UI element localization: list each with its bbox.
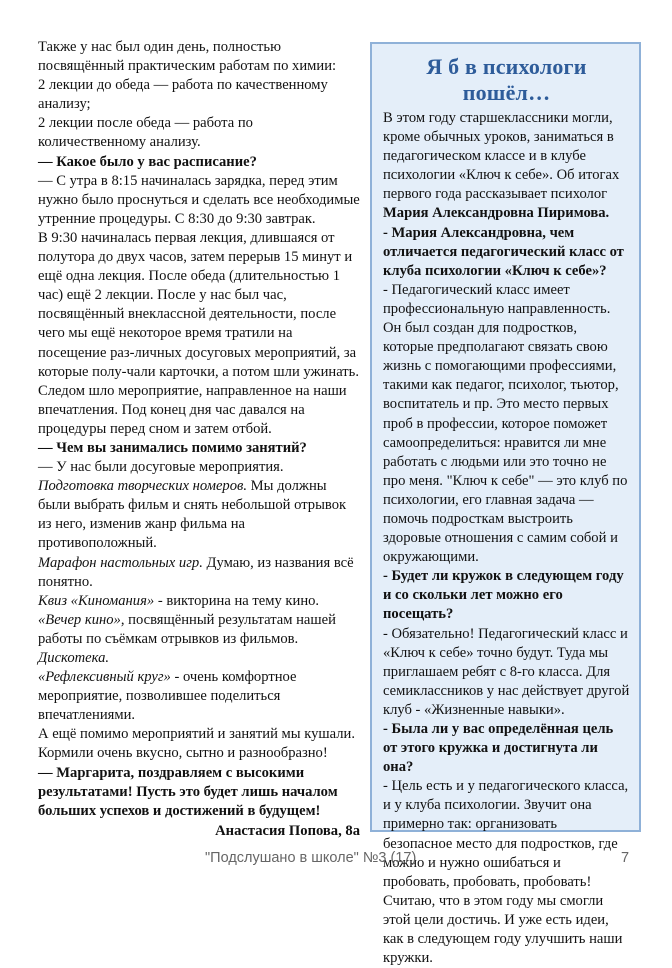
article-paragraph: — У нас были досуговые мероприятия. [38,459,284,476]
interview-question: — Чем вы занимались помимо занятий? [38,439,307,456]
sidebar-question: - Мария Александровна, чем отличается педагогический класс от клуба психологии «Ключ к себе»? [383,224,624,279]
activity-item [38,611,360,649]
activity-item [38,592,360,611]
activity-description: Мы должны были выбрать фильм и снять небольшой отрывок из него, изменив жанр фильма на противоположный. [38,478,347,552]
activity-name: Квиз «Киномания» [38,592,155,609]
page-footer [0,850,672,872]
activity-description: - викторина на тему кино. [154,592,320,609]
interview-article [38,38,360,841]
article-paragraph: 2 лекции до обеда — работа по качественному анализу; [38,77,328,113]
activity-name: Подготовка творческих номеров. [38,478,248,495]
closing-congratulation: — Маргарита, поздравляем с высокими результатами! Пусть это будет лишь началом больших успехов и достижений в будущем! [38,764,338,819]
article-paragraph: — С утра в 8:15 начиналась зарядка, перед этим нужно было проснуться и сделать все необходимые утренние процедуры. С 8:30 до 9:30 завтрак. [38,172,360,227]
activity-name: Марафон настольных игр. [38,554,203,571]
sidebar-answer: - Обязательно! Педагогический класс и «Ключ к себе» точно будут. Туда мы приглашаем ребят с 8-го класса. Для семиклассников у нас действует другой клуб - «Жизненные навыки». [383,625,630,718]
activity-item [38,554,360,592]
activity-item [38,668,360,725]
activity-name: «Вечер кино» [38,611,121,628]
sidebar-intro-name: Мария Александровна Пиримова. [383,205,610,222]
activity-name: Дискотека. [38,650,110,666]
sidebar-answer: - Цель есть и у педагогического класса, и у клуба психологии. Звучит она примерно так: организовать безопасное место для подростков, где можно и нужно ошибаться и пробовать, пробовать, пробовать! Считаю, что в этом году мы смогли этой цели достичь. И уже есть идеи, как в следующем году улучшить наши кружки. [383,778,629,967]
activity-description: , посвящённый результатам нашей работы по съёмкам отрывков из фильмов. [38,611,336,647]
article-paragraph: Следом шло мероприятие, направленное на наши впечатления. Под конец дня час давался на процедуры перед сном и затем отбой. [38,382,347,437]
activity-description: Думаю, из названия всё понятно. [38,554,354,590]
activity-description: - очень комфортное мероприятие, позволившее поделиться впечатлениями. [38,669,297,724]
activity-item [38,649,360,668]
page-number: 7 [621,850,630,866]
article-author: Анастасия Попова, 8а [215,822,360,839]
publication-title: "Подслушано в школе" №3 (17) [205,850,417,866]
activity-name: «Рефлексивный круг» [38,669,171,686]
interview-question: — Какое было у вас расписание? [38,153,257,170]
sidebar-answer: - Педагогический класс имеет профессиональную направленность. Он был создан для подростков, которые предполагают связать свою жизнь с помогающими профессиями, такими как педагог, психолог, тьютор, воспитатель и пр. Это место первых проб в профессии, которое поможет самоопределиться: нравится ли мне работать с людьми или это точно не про меня. "Ключ к себе" — это клуб по психологии, его главная задача — помочь подросткам выстроить здоровые отношения с самим собой и окружающими. [383,281,628,566]
sidebar-question: - Будет ли кружок в следующем году и со скольки лет можно его посещать? [383,568,624,623]
article-paragraph: В 9:30 начиналась первая лекция, длившаяся от полутора до двух часов, затем перерыв 15 минут и ещё одна лекция. После обеда (длительностью 1 час) ещё 2 лекции. После у нас был час, посвящённый внеклассной деятельности, после чего мы ещё некоторое время тратили на посещение раз-личных досуговых мероприятий, за которые полу-чали карточки, а потом шли ужинать. [38,229,359,380]
activity-item [38,477,360,553]
sidebar-title: Я б в психологи пошёл… [426,54,587,105]
article-paragraph: 2 лекции после обеда — работа по количественному анализу. [38,115,253,151]
psychology-sidebar [370,42,641,967]
sidebar-intro: В этом году старшеклассники могли, кроме обычных уроков, заниматься в педагогическом классе и в клубе психологии «Ключ к себе». Об итогах первого года рассказывает психолог [383,110,620,203]
sidebar-question: - Была ли у вас определённая цель от этого кружка и достигнута ли она? [383,721,614,776]
article-paragraph: А ещё помимо мероприятий и занятий мы кушали. Кормили очень вкусно, сытно и разнообразно! [38,726,355,762]
article-paragraph: Также у нас был один день, полностью посвящённый практическим работам по химии: [38,39,337,75]
